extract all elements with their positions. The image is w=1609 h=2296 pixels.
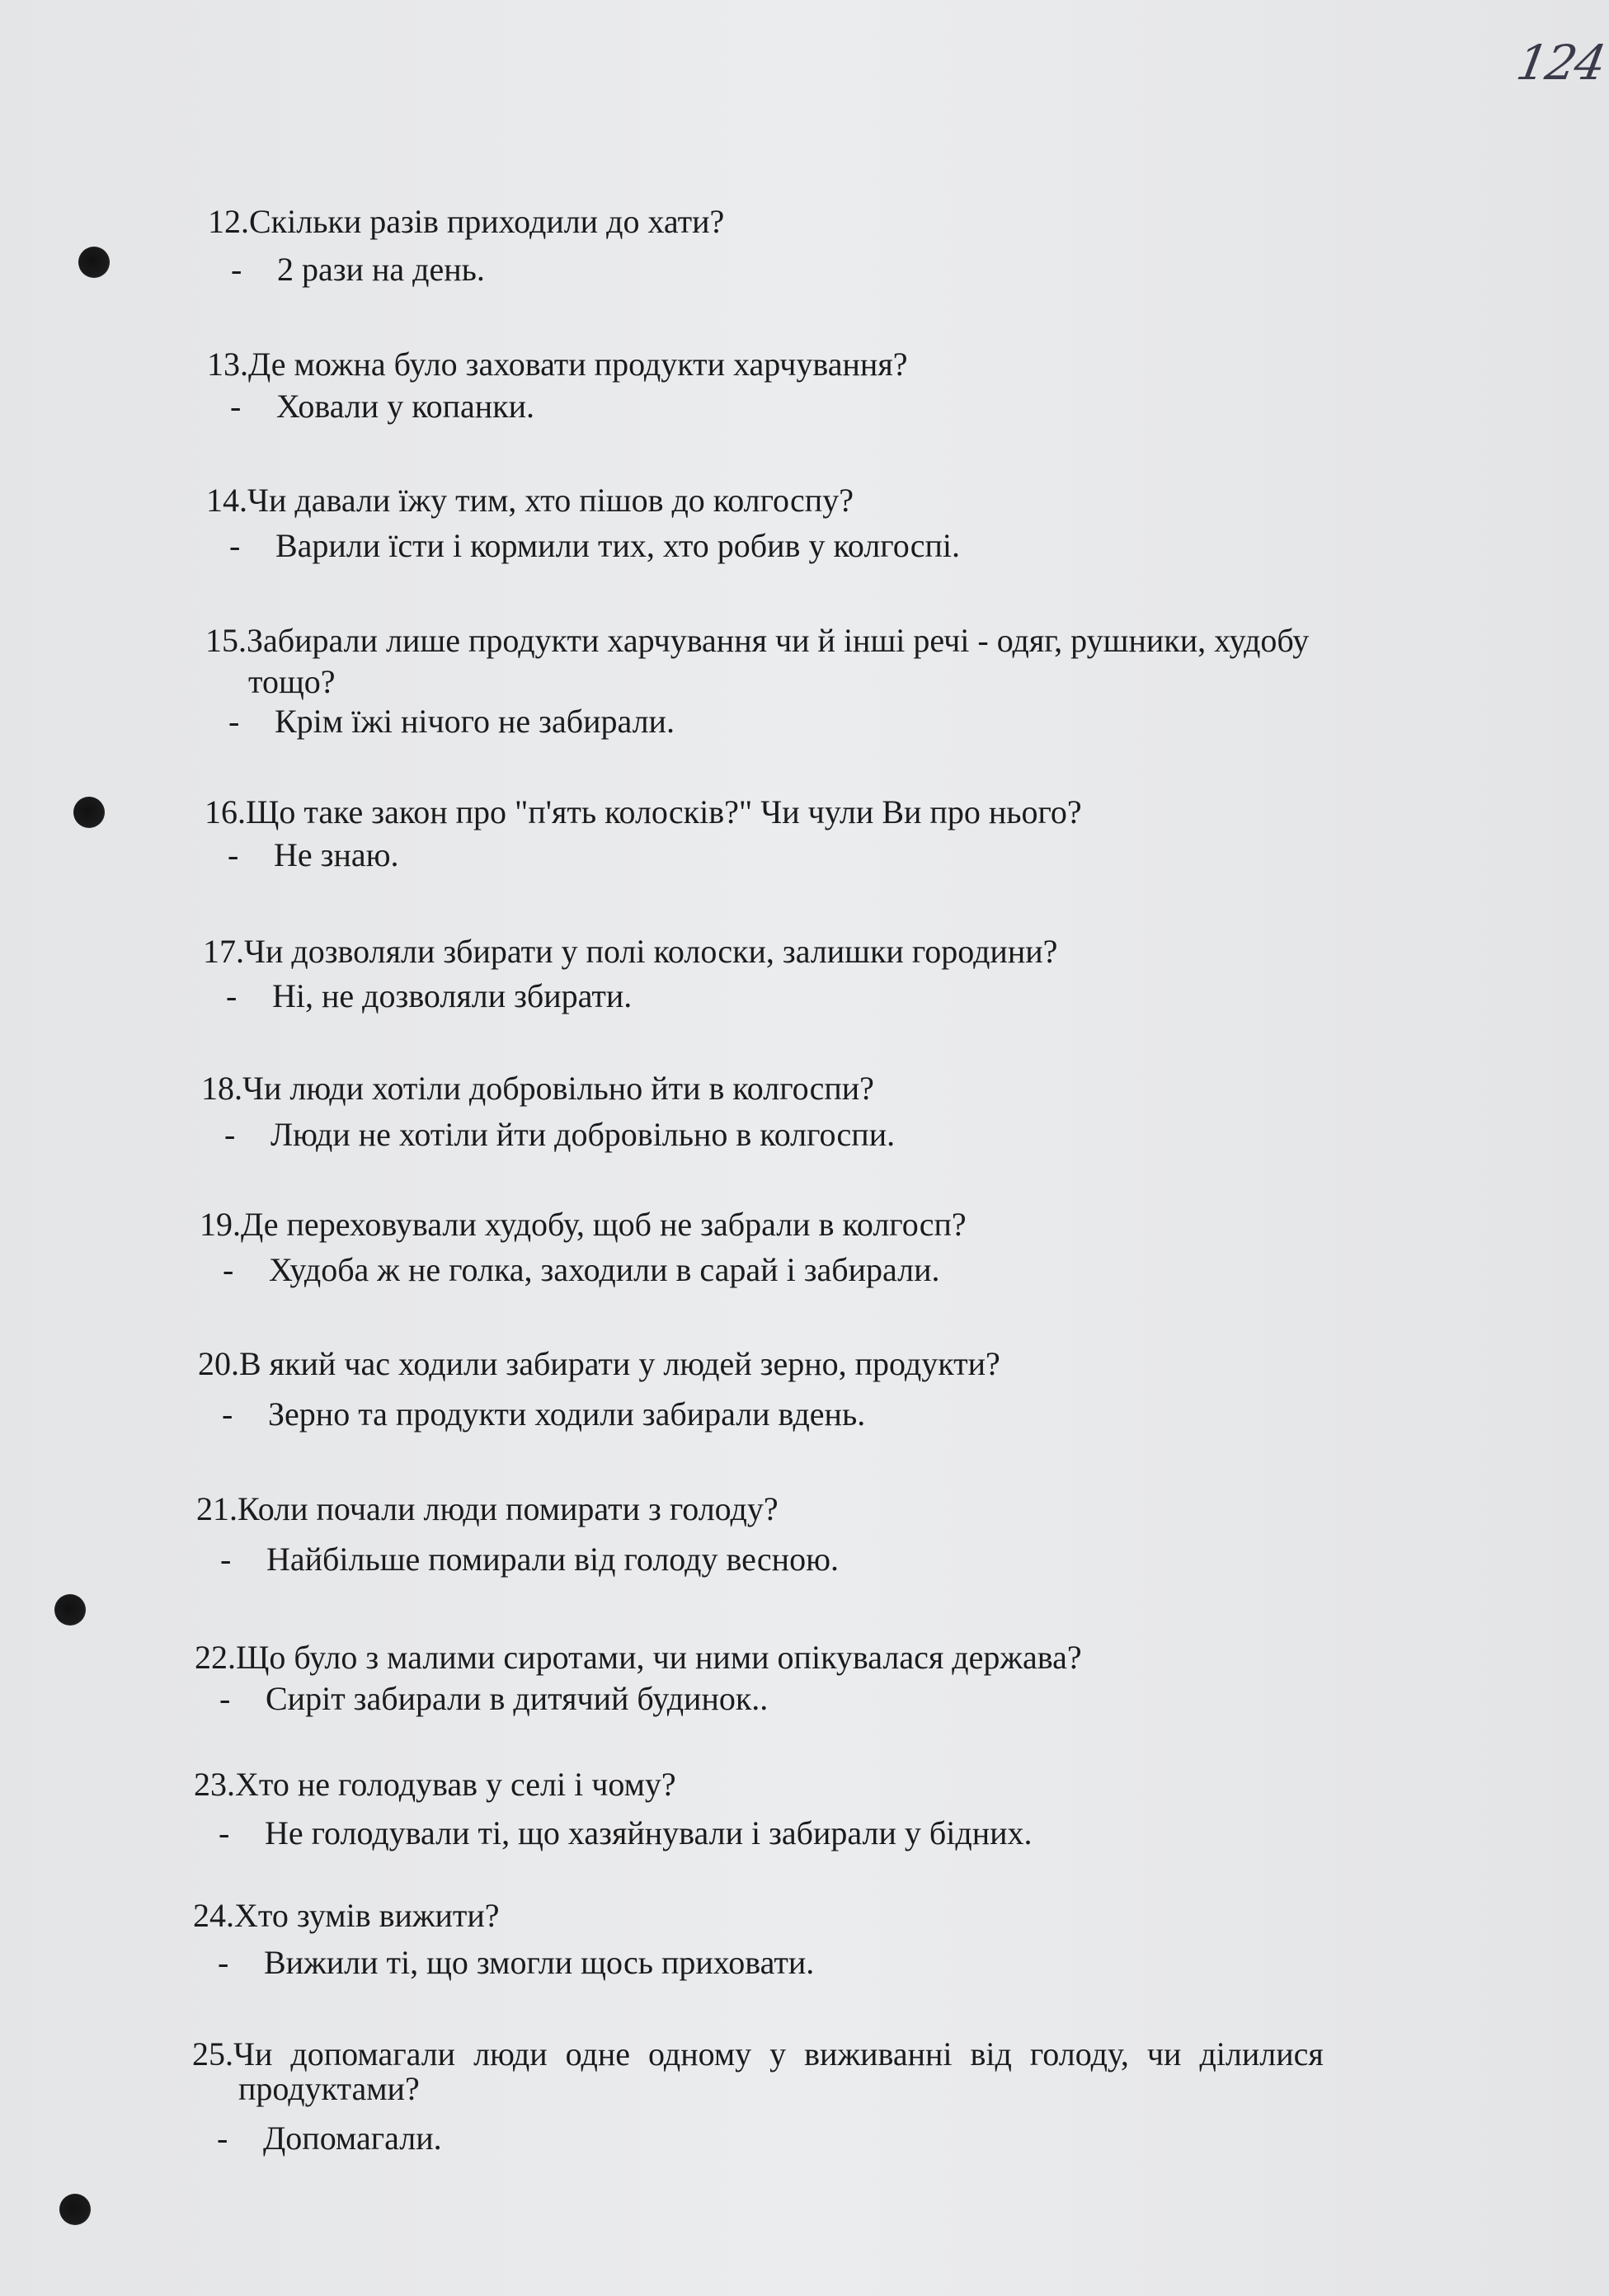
punch-hole-4: [59, 2194, 91, 2225]
answer-text: Допомагали.: [263, 2120, 442, 2157]
question-17: 17.Чи дозволяли збирати у полі колоски, залишки городини?: [203, 933, 1058, 970]
answer-text: Люди не хотіли йти добровільно в колгоспи.: [271, 1116, 896, 1153]
question-14: 14.Чи давали їжу тим, хто пішов до колгоспу?: [206, 482, 854, 519]
answer-22: [219, 1677, 768, 1721]
answer-12: [231, 247, 485, 292]
question-25-line-2: продуктами?: [238, 2070, 420, 2107]
answer-dash: -: [217, 2120, 228, 2157]
question-25-line-1: 25.Чи допомагали люди одне одному у виживанні від голоду, чи ділилися: [192, 2035, 1324, 2073]
answer-text: Не знаю.: [274, 836, 399, 873]
answer-text: Варили їсти і кормили тих, хто робив у колгоспі.: [275, 527, 960, 564]
question-12: 12.Скільки разів приходили до хати?: [208, 203, 725, 240]
question-24: 24.Хто зумів вижити?: [193, 1897, 500, 1934]
answer-text: Найбільше помирали від голоду весною.: [266, 1541, 839, 1578]
answer-13: [230, 384, 534, 429]
question-25: [192, 2032, 1535, 2111]
answer-14: [229, 524, 960, 568]
punch-hole-3: [54, 1594, 86, 1626]
answer-20: [222, 1392, 865, 1437]
answer-text: Ні, не дозволяли збирати.: [272, 977, 633, 1014]
question-15: [205, 619, 1525, 704]
question-21: 21.Коли почали люди помирати з голоду?: [196, 1490, 779, 1527]
question-22: 22.Що було з малими сиротами, чи ними опікувалася держава?: [195, 1639, 1082, 1676]
answer-dash: -: [224, 1116, 236, 1153]
answer-dash: -: [228, 703, 240, 740]
answer-text: Зерно та продукти ходили забирали вдень.: [268, 1395, 866, 1433]
question-13: 13.Де можна було заховати продукти харчування?: [207, 346, 908, 383]
answer-17: [226, 974, 632, 1019]
question-18: 18.Чи люди хотіли добровільно йти в колгоспи?: [201, 1070, 874, 1107]
question-23: 23.Хто не голодував у селі і чому?: [194, 1766, 676, 1803]
answer-19: [223, 1248, 939, 1292]
answer-15: [228, 699, 675, 744]
answer-text: Сиріт забирали в дитячий будинок..: [266, 1680, 769, 1717]
question-15-line-2: тощо?: [248, 663, 336, 700]
answer-18: [224, 1113, 895, 1157]
answer-text: 2 рази на день.: [277, 251, 485, 288]
answer-dash: -: [219, 1680, 231, 1717]
answer-dash: -: [223, 1251, 234, 1288]
answer-text: Не голодували ті, що хазяйнували і забирали у бідних.: [265, 1814, 1033, 1851]
answer-16: [228, 833, 398, 877]
answer-text: Ховали у копанки.: [276, 388, 535, 425]
question-20: 20.В який час ходили забирати у людей зерно, продукти?: [198, 1345, 1000, 1382]
punch-hole-1: [78, 247, 110, 278]
answer-text: Худоба ж не голка, заходили в сарай і забирали.: [269, 1251, 940, 1288]
answer-text: Крім їжі нічого не забирали.: [275, 703, 675, 740]
question-15-line-1: 15.Забирали лише продукти харчування чи й інші речі - одяг, рушники, худобу: [205, 622, 1310, 659]
answer-dash: -: [220, 1541, 232, 1578]
answer-dash: -: [228, 836, 239, 873]
question-19: 19.Де переховували худобу, щоб не забрали в колгосп?: [200, 1206, 967, 1243]
answer-dash: -: [226, 977, 238, 1014]
answer-dash: -: [218, 1944, 229, 1981]
answer-text: Вижили ті, що змогли щось приховати.: [264, 1944, 815, 1981]
answer-dash: -: [229, 527, 241, 564]
answer-21: [220, 1537, 839, 1582]
answer-dash: -: [230, 388, 242, 425]
answer-dash: -: [231, 251, 242, 288]
question-16: 16.Що таке закон про "п'ять колосків?" Чи чули Ви про нього?: [205, 793, 1082, 830]
answer-dash: -: [219, 1814, 230, 1851]
answer-24: [218, 1941, 814, 1985]
page-number: 124: [1513, 35, 1609, 91]
punch-hole-2: [73, 797, 105, 828]
answer-23: [219, 1811, 1033, 1856]
answer-dash: -: [222, 1395, 233, 1433]
answer-25: [217, 2116, 442, 2161]
